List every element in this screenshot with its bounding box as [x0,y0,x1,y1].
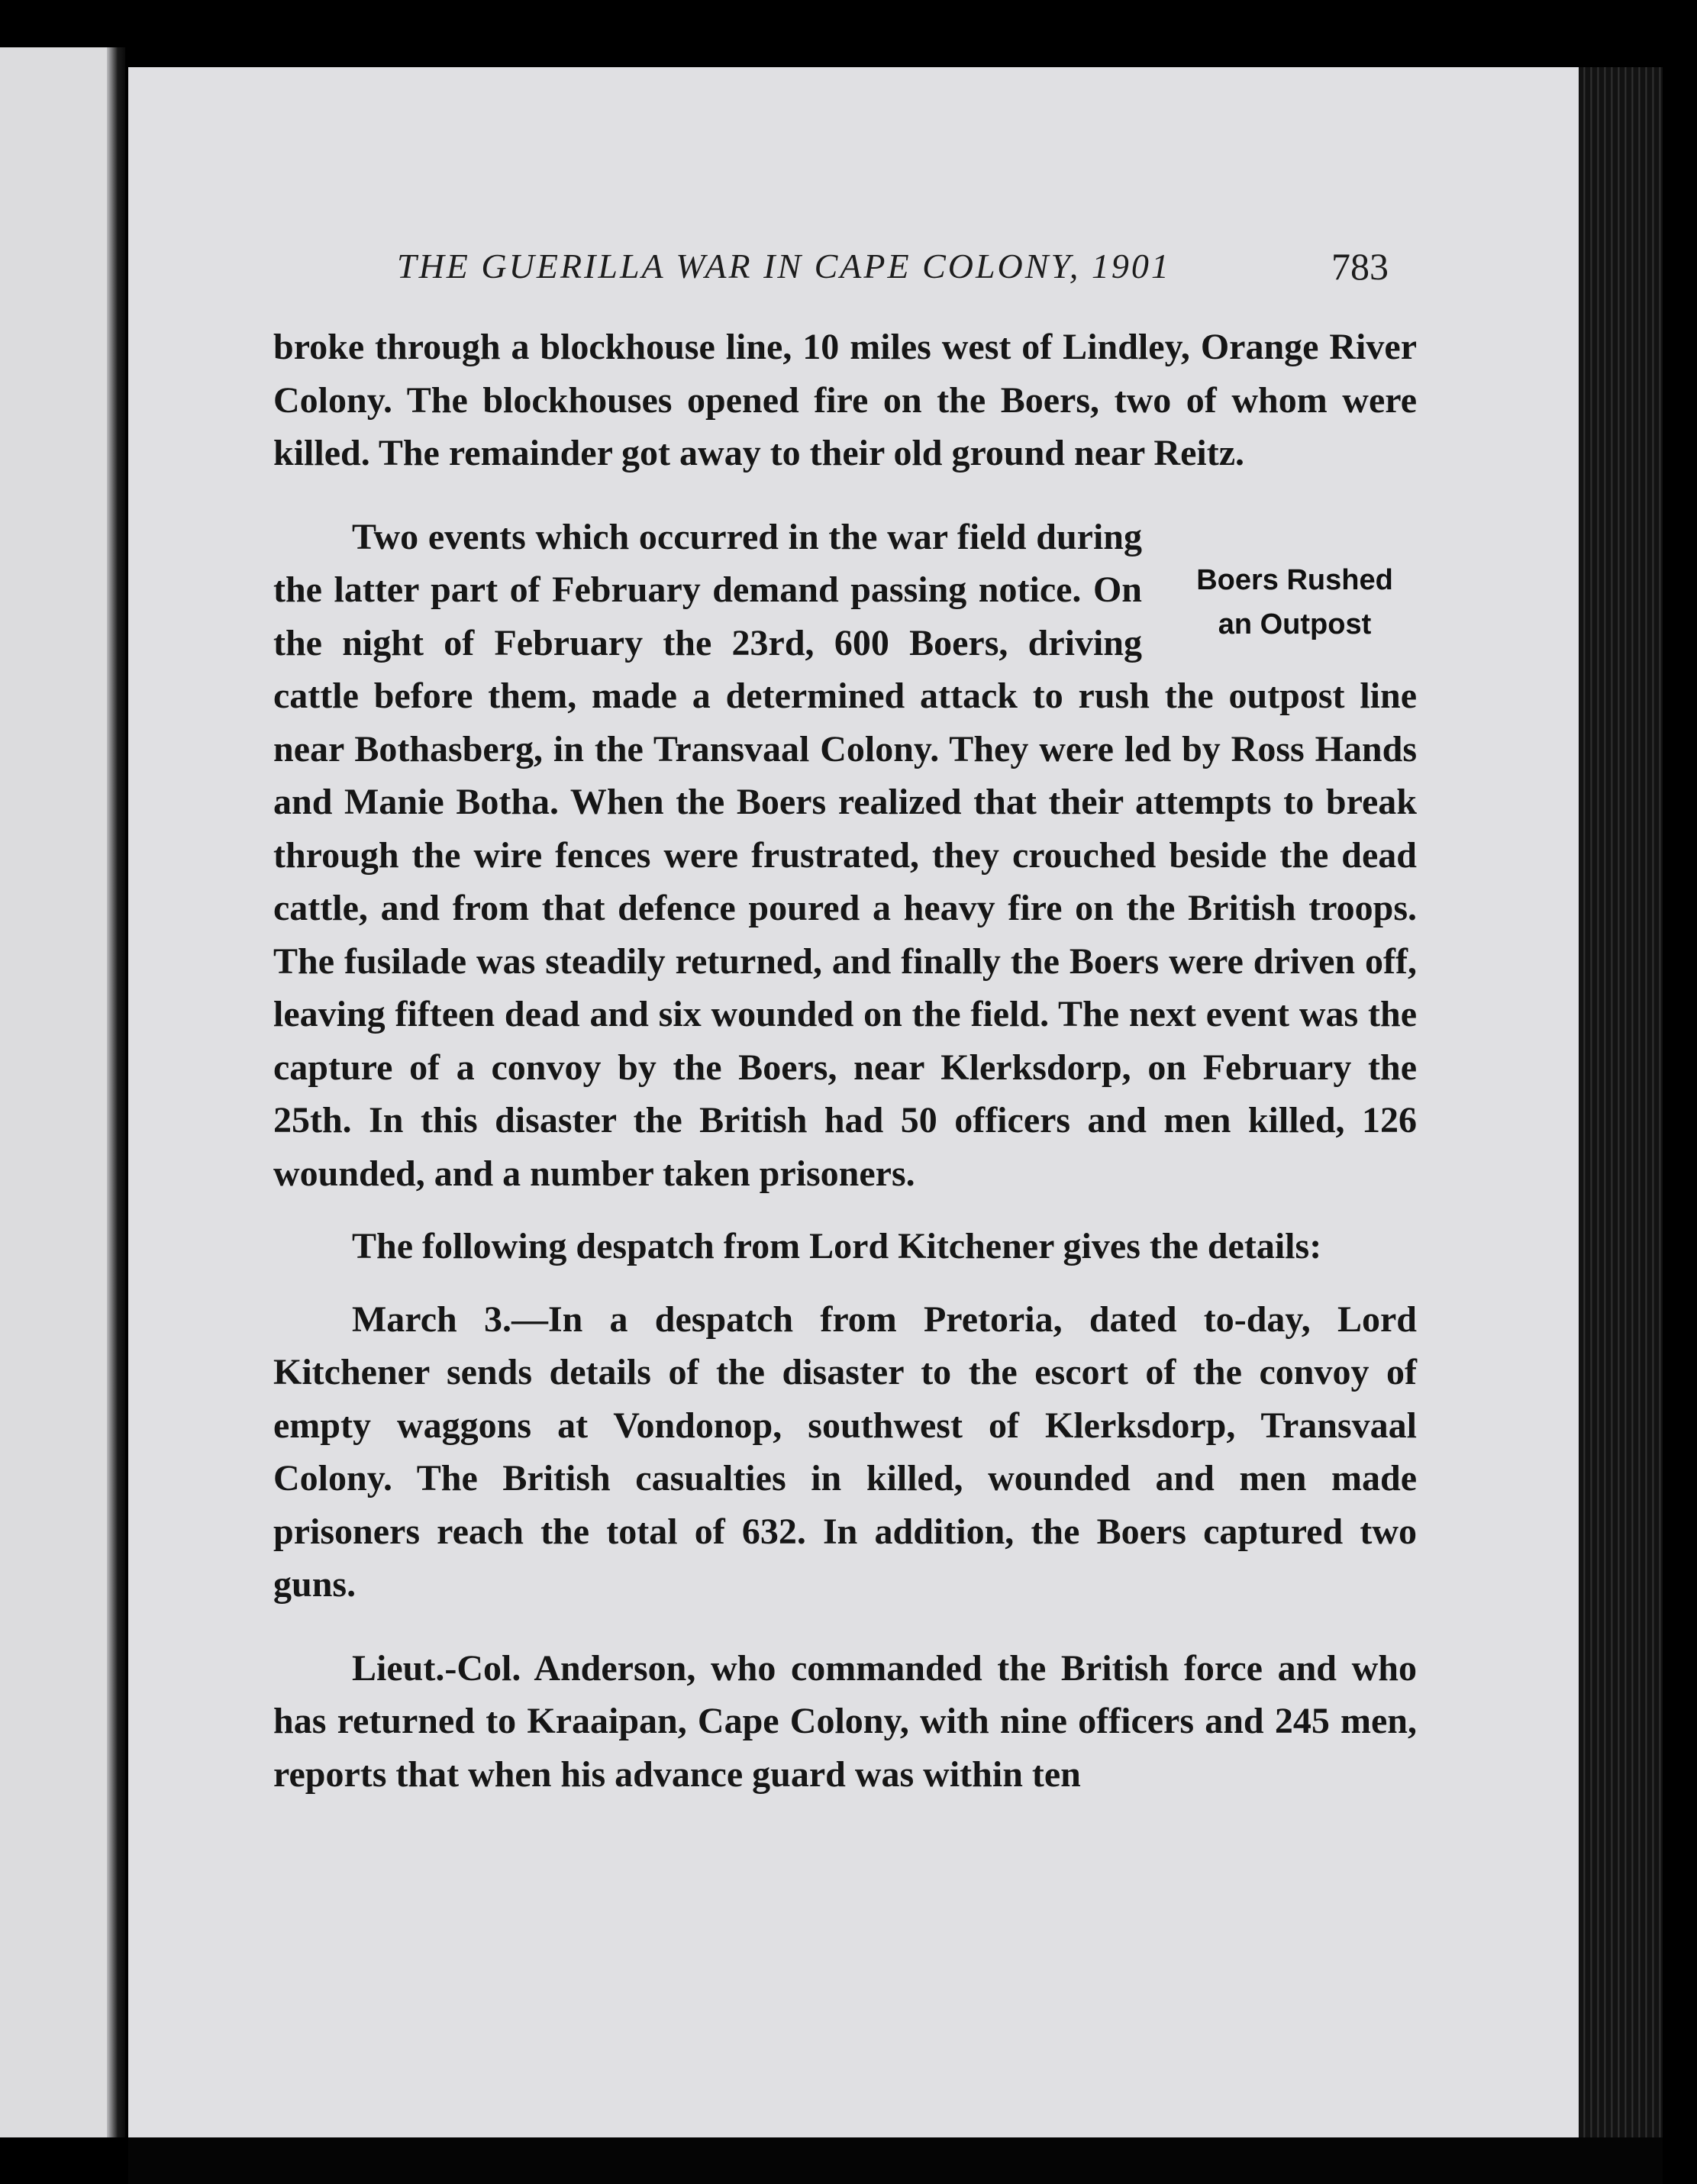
margin-note [1165,558,1424,647]
running-head: THE GUERILLA WAR IN CAPE COLONY, 1901 [397,247,1171,286]
body-text [273,321,1417,1801]
page-fore-edge [1579,67,1663,2137]
paragraph-events: Two events which occurred in the war field during the latter part of February demand passing notice. On the night of February the 23rd, 600 Boers, driving cattle before them, made a determined attack to rush the outpost line near Bothasberg, in the Transvaal Colony. They were led by Ross Hands and Manie Botha. When the Boers realized that their attempts to break through the wire fences were frustrated, they crouched beside the dead cattle, and from that defence poured a heavy fire on the British troops. The fusilade was steadily returned, and finally the Boers were driven off, leaving fifteen dead and six wounded on the field. The next event was the capture of a convoy by the Boers, near Klerksdorp, on February the 25th. In this disaster the British had 50 officers and men killed, 126 wounded, and a number taken prisoners. [273,516,1417,1194]
paragraph-continuation: broke through a blockhouse line, 10 miles west of Lindley, Orange River Colony. The blockhouses opened fire on the Boers, two of whom were killed. The remainder got away to their old ground near Reitz. [273,327,1417,473]
paragraph-despatch: March 3.—In a despatch from Pretoria, dated to-day, Lord Kitchener sends details of the disaster to the escort of the convoy of empty waggons at Vondonop, southwest of Klerksdorp, Transvaal Colony. The British casualties in killed, wounded and men made prisoners reach the total of 632. In addition, the Boers captured two guns. [273,1298,1417,1605]
page-number: 783 [1331,245,1389,288]
facing-page [0,47,113,2137]
book-gutter [107,47,125,2137]
margin-note-line-1: Boers Rushed [1196,563,1393,596]
page-bottom-shadow [128,2137,1663,2184]
paragraph-despatch-intro: The following despatch from Lord Kitchener gives the details: [352,1226,1322,1266]
margin-note-line-2: an Outpost [1218,608,1372,640]
paragraph-anderson: Lieut.-Col. Anderson, who commanded the British force and who has returned to Kraaipan, Cape Colony, with nine officers and 245 men, reports that when his advance guard was within ten [273,1647,1417,1795]
